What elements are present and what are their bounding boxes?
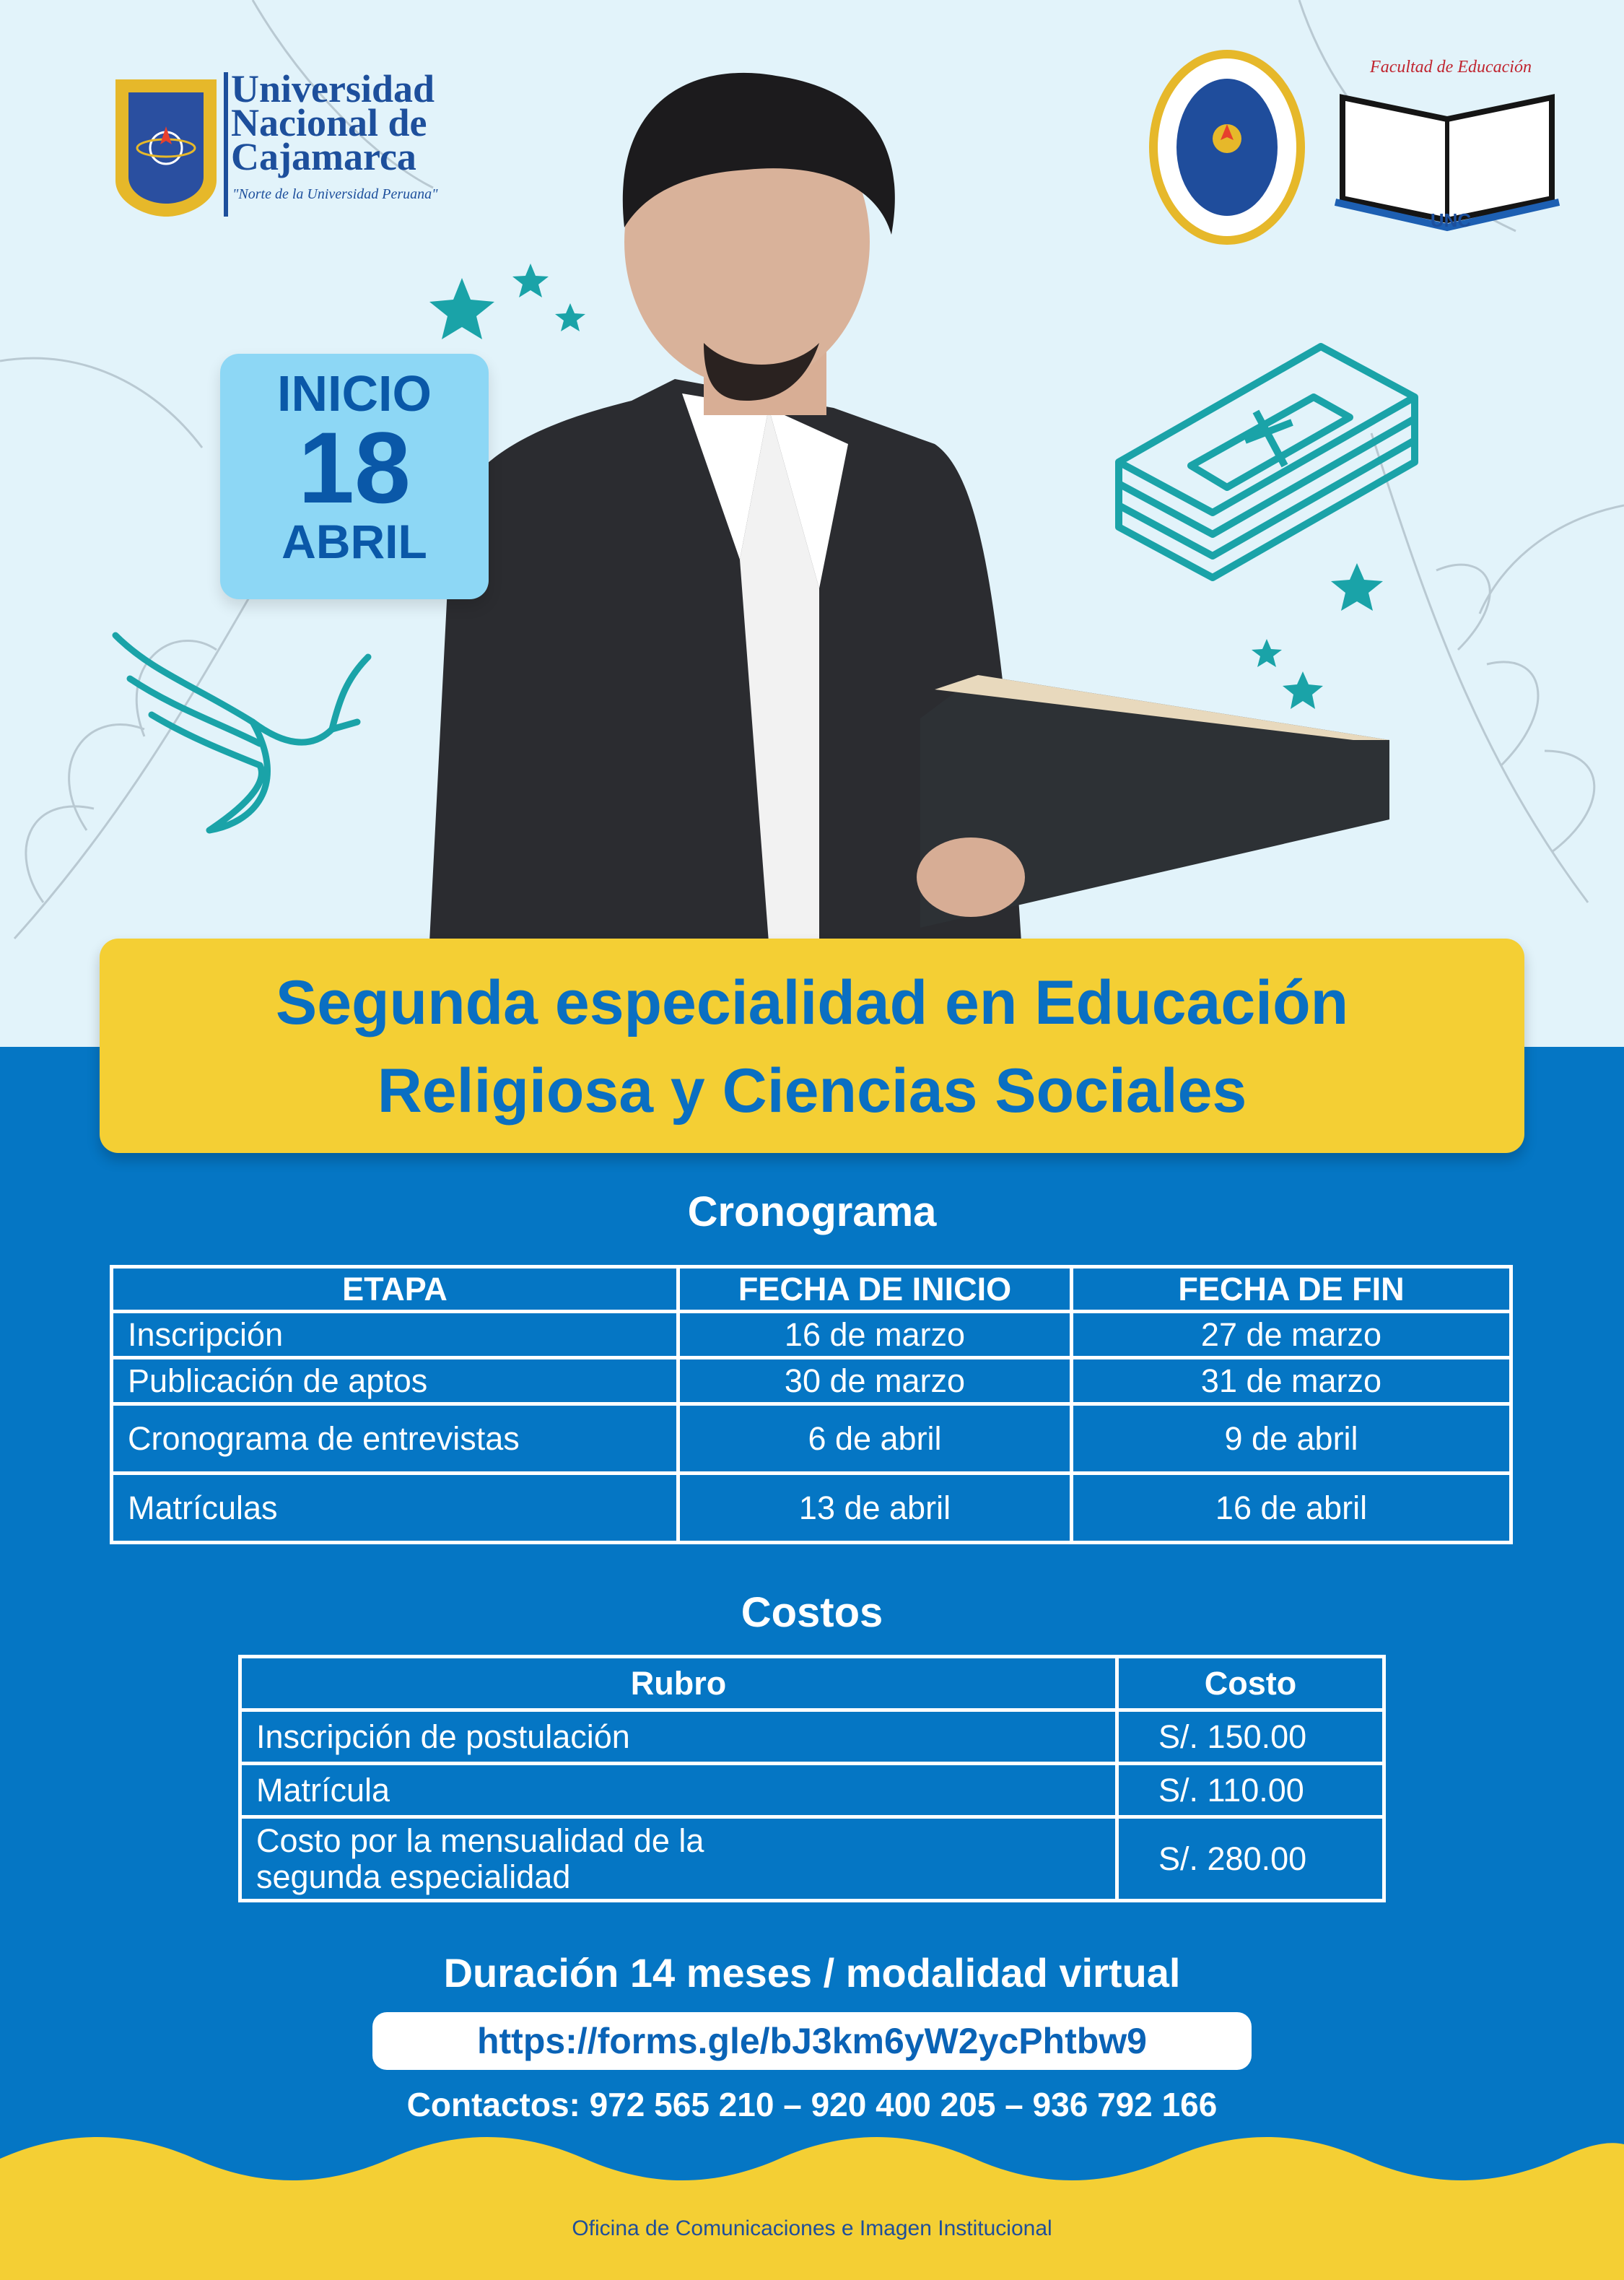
university-name-line1: Universidad xyxy=(231,67,435,110)
program-title-line1: Segunda especialidad en Educación xyxy=(275,968,1349,1037)
university-slogan: "Norte de la Universidad Peruana" xyxy=(232,186,438,202)
cost-value-cell: S/. 280.00 xyxy=(1117,1817,1384,1901)
start-date-cell: 6 de abril xyxy=(678,1404,1072,1474)
program-title-line2: Religiosa y Ciencias Sociales xyxy=(377,1056,1247,1126)
stage-cell: Cronograma de entrevistas xyxy=(112,1404,678,1474)
schedule-heading: Cronograma xyxy=(687,1188,937,1235)
cost-value-cell: S/. 110.00 xyxy=(1117,1764,1384,1817)
bible-book-icon xyxy=(1112,339,1429,585)
table-row xyxy=(240,1710,1384,1764)
costs-header-row xyxy=(240,1657,1384,1710)
table-row xyxy=(240,1764,1384,1817)
stage-cell: Publicación de aptos xyxy=(112,1358,678,1404)
end-date-cell: 16 de abril xyxy=(1072,1474,1511,1543)
end-date-cell: 27 de marzo xyxy=(1072,1312,1511,1358)
stars-cluster-icon xyxy=(419,260,592,375)
start-date-cell: 30 de marzo xyxy=(678,1358,1072,1404)
university-name xyxy=(231,67,435,178)
table-row xyxy=(112,1404,1511,1474)
university-name-line2: Nacional de xyxy=(231,101,427,144)
start-month: ABRIL xyxy=(281,515,427,568)
contacts-text: Contactos: 972 565 210 – 920 400 205 – 936 792 166 xyxy=(406,2086,1218,2123)
column-header-item: Rubro xyxy=(240,1657,1117,1710)
faculty-unc-label: UNC xyxy=(1430,209,1472,231)
logo-divider xyxy=(224,72,228,217)
schedule-header-row xyxy=(112,1267,1511,1312)
duration-text: Duración 14 meses / modalidad virtual xyxy=(443,1950,1181,1996)
column-header-cost: Costo xyxy=(1117,1657,1384,1710)
cost-value-cell: S/. 150.00 xyxy=(1117,1710,1384,1764)
end-date-cell: 31 de marzo xyxy=(1072,1358,1511,1404)
cost-item-cell: Matrícula xyxy=(240,1764,1117,1817)
start-label: INICIO xyxy=(277,365,432,422)
registration-link[interactable]: https://forms.gle/bJ3km6yW2ycPhtbw9 xyxy=(372,2012,1252,2070)
stage-cell: Inscripción xyxy=(112,1312,678,1358)
schedule-table xyxy=(110,1265,1513,1544)
start-date-cell: 13 de abril xyxy=(678,1474,1072,1543)
column-header-end-date: FECHA DE FIN xyxy=(1072,1267,1511,1312)
table-row xyxy=(112,1358,1511,1404)
university-name-line3: Cajamarca xyxy=(231,135,416,178)
program-title-banner xyxy=(100,939,1524,1153)
table-row xyxy=(112,1312,1511,1358)
cost-item-cell: Costo por la mensualidad de la segunda especialidad xyxy=(240,1817,1117,1901)
footer-office-name: Oficina de Comunicaciones e Imagen Institucional xyxy=(572,2216,1052,2240)
start-day: 18 xyxy=(298,411,411,524)
faculty-title: Facultad de Educación xyxy=(1370,58,1532,77)
column-header-stage: ETAPA xyxy=(112,1267,678,1312)
cost-item-cell: Inscripción de postulación xyxy=(240,1710,1117,1764)
start-date-badge xyxy=(220,354,489,599)
table-row xyxy=(112,1474,1511,1543)
start-date-cell: 16 de marzo xyxy=(678,1312,1072,1358)
costs-heading: Costos xyxy=(741,1589,883,1636)
end-date-cell: 9 de abril xyxy=(1072,1404,1511,1474)
hero-section xyxy=(0,0,1624,1047)
costs-table xyxy=(238,1655,1386,1902)
table-row xyxy=(240,1817,1384,1901)
unc-shield-logo xyxy=(108,72,224,220)
stage-cell: Matrículas xyxy=(112,1474,678,1543)
column-header-start-date: FECHA DE INICIO xyxy=(678,1267,1072,1312)
dove-icon xyxy=(108,628,383,845)
footer-wave-decoration xyxy=(0,2130,1624,2280)
